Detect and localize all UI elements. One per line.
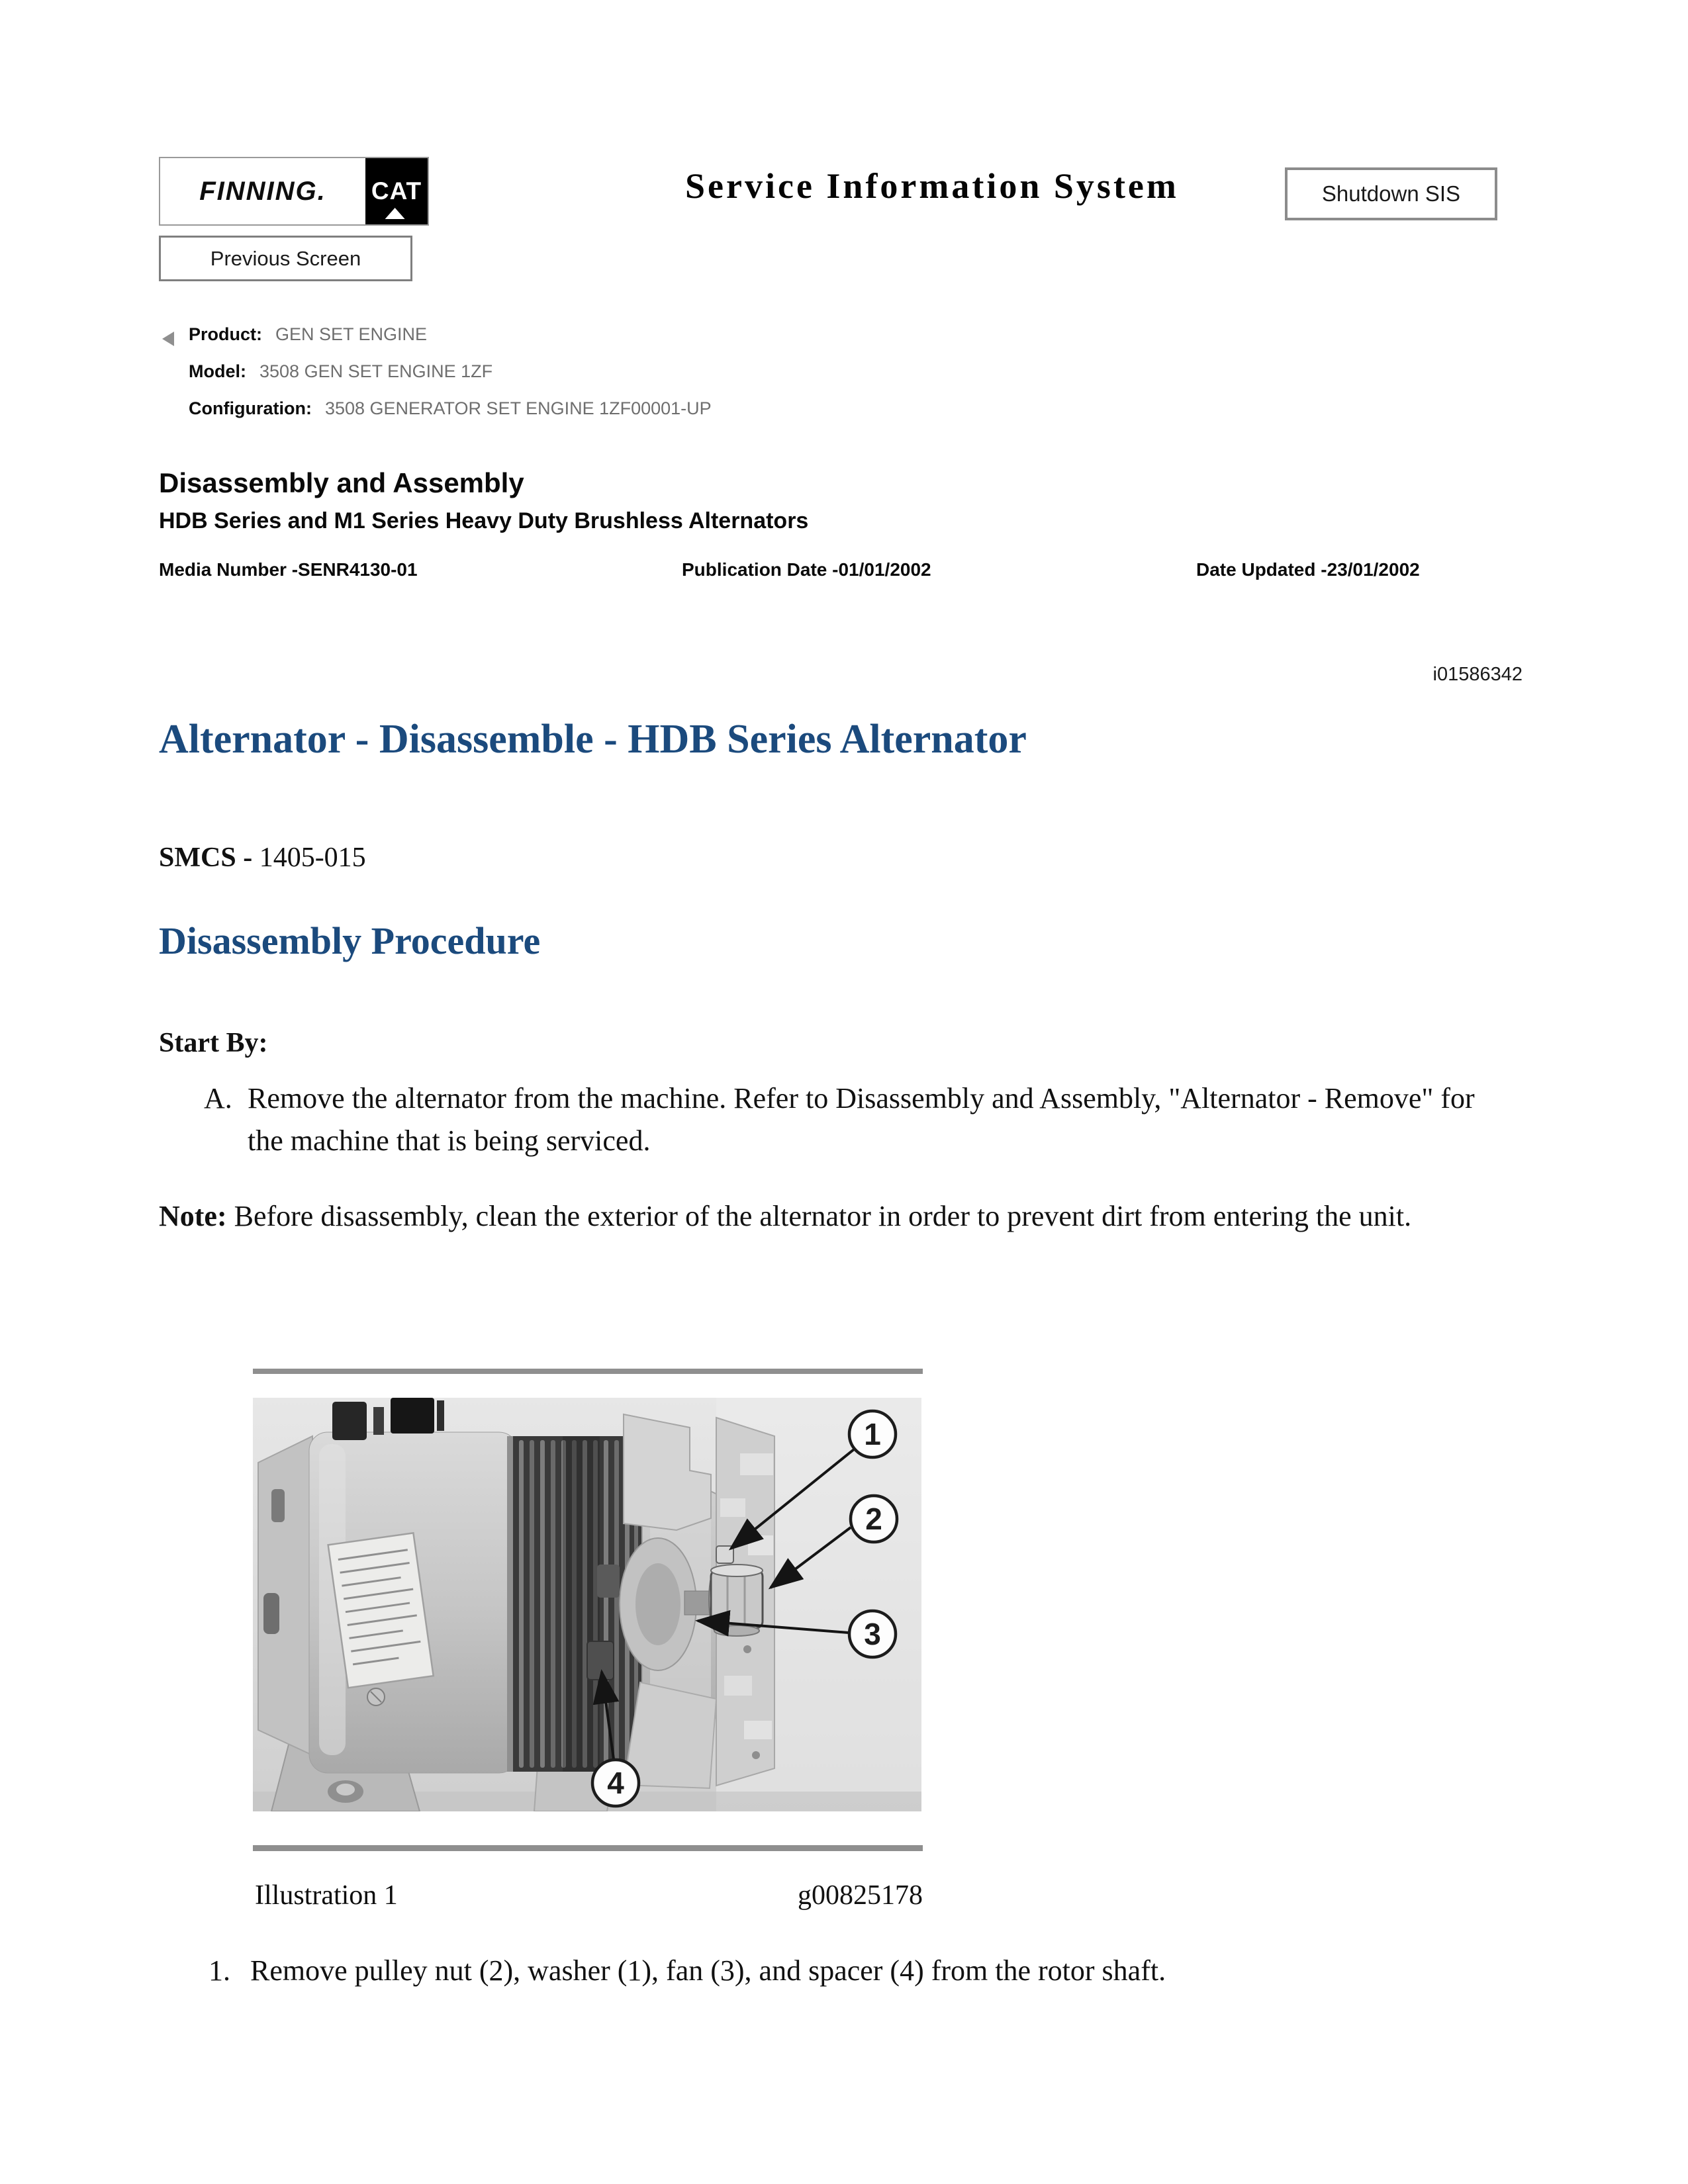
product-row xyxy=(189,323,427,345)
page-title: Service Information System xyxy=(685,166,1179,206)
svg-text:2: 2 xyxy=(865,1502,882,1536)
note-text: Before disassembly, clean the exterior of the alternator in order to prevent dirt from entering the unit. xyxy=(234,1200,1412,1232)
smcs-value: 1405-015 xyxy=(259,842,366,873)
finning-logo-text: FINNING. xyxy=(199,176,326,206)
previous-screen-button[interactable]: Previous Screen xyxy=(159,236,412,281)
cat-logo xyxy=(365,158,428,224)
note-paragraph xyxy=(159,1195,1549,1238)
smcs-code xyxy=(159,842,366,874)
procedure-step-1 xyxy=(209,1951,1166,1991)
nameplate-screw xyxy=(367,1688,385,1706)
configuration-row xyxy=(189,397,712,420)
callout-1 xyxy=(849,1411,896,1457)
callout-4 xyxy=(592,1760,639,1806)
cat-logo-text: CAT xyxy=(371,177,422,205)
step-text: Remove pulley nut (2), washer (1), fan (3), and spacer (4) from the rotor shaft. xyxy=(250,1954,1166,1987)
callout-3 xyxy=(849,1611,896,1657)
illustration-top-divider xyxy=(253,1369,923,1374)
document-title: Disassembly and Assembly xyxy=(159,467,524,498)
date-updated: Date Updated -23/01/2002 xyxy=(1196,559,1420,580)
illustration-caption: Illustration 1 xyxy=(255,1880,398,1911)
model-row xyxy=(189,360,492,383)
product-label: Product: xyxy=(189,324,262,344)
document-subtitle: HDB Series and M1 Series Heavy Duty Brushless Alternators xyxy=(159,508,809,533)
illustration-figure-id: g00825178 xyxy=(798,1880,923,1911)
alternator-photo xyxy=(253,1398,921,1811)
back-arrow-icon[interactable] xyxy=(162,332,174,346)
alternator-illustration xyxy=(253,1398,921,1811)
illustration-bottom-divider xyxy=(253,1845,923,1851)
model-label: Model: xyxy=(189,361,246,381)
svg-text:4: 4 xyxy=(607,1766,624,1800)
configuration-label: Configuration: xyxy=(189,398,312,418)
note-label: Note: xyxy=(159,1200,227,1232)
article-title: Alternator - Disassemble - HDB Series Alternator xyxy=(159,717,1027,762)
start-by-item-a xyxy=(204,1077,1501,1162)
procedure-title: Disassembly Procedure xyxy=(159,919,541,962)
media-number: Media Number -SENR4130-01 xyxy=(159,559,418,580)
configuration-value: 3508 GENERATOR SET ENGINE 1ZF00001-UP xyxy=(324,398,712,418)
smcs-label: SMCS - xyxy=(159,842,253,873)
step-number: 1. xyxy=(209,1954,230,1987)
svg-text:3: 3 xyxy=(864,1617,881,1651)
svg-text:1: 1 xyxy=(864,1417,881,1451)
finning-cat-logo xyxy=(159,157,429,226)
model-value: 3508 GEN SET ENGINE 1ZF xyxy=(259,361,493,381)
product-value: GEN SET ENGINE xyxy=(275,324,428,344)
shutdown-sis-button[interactable]: Shutdown SIS xyxy=(1285,167,1497,220)
rear-bracket xyxy=(258,1436,312,1755)
cat-triangle-icon xyxy=(385,208,405,219)
item-letter: A. xyxy=(204,1082,232,1115)
item-text: Remove the alternator from the machine. Refer to Disassembly and Assembly, "Alternator - Remove" for the machine that is being serviced. xyxy=(248,1082,1475,1157)
document-id: i01586342 xyxy=(1432,664,1523,685)
publication-date: Publication Date -01/01/2002 xyxy=(682,559,931,580)
start-by-heading: Start By: xyxy=(159,1028,268,1058)
callout-2 xyxy=(851,1496,897,1542)
